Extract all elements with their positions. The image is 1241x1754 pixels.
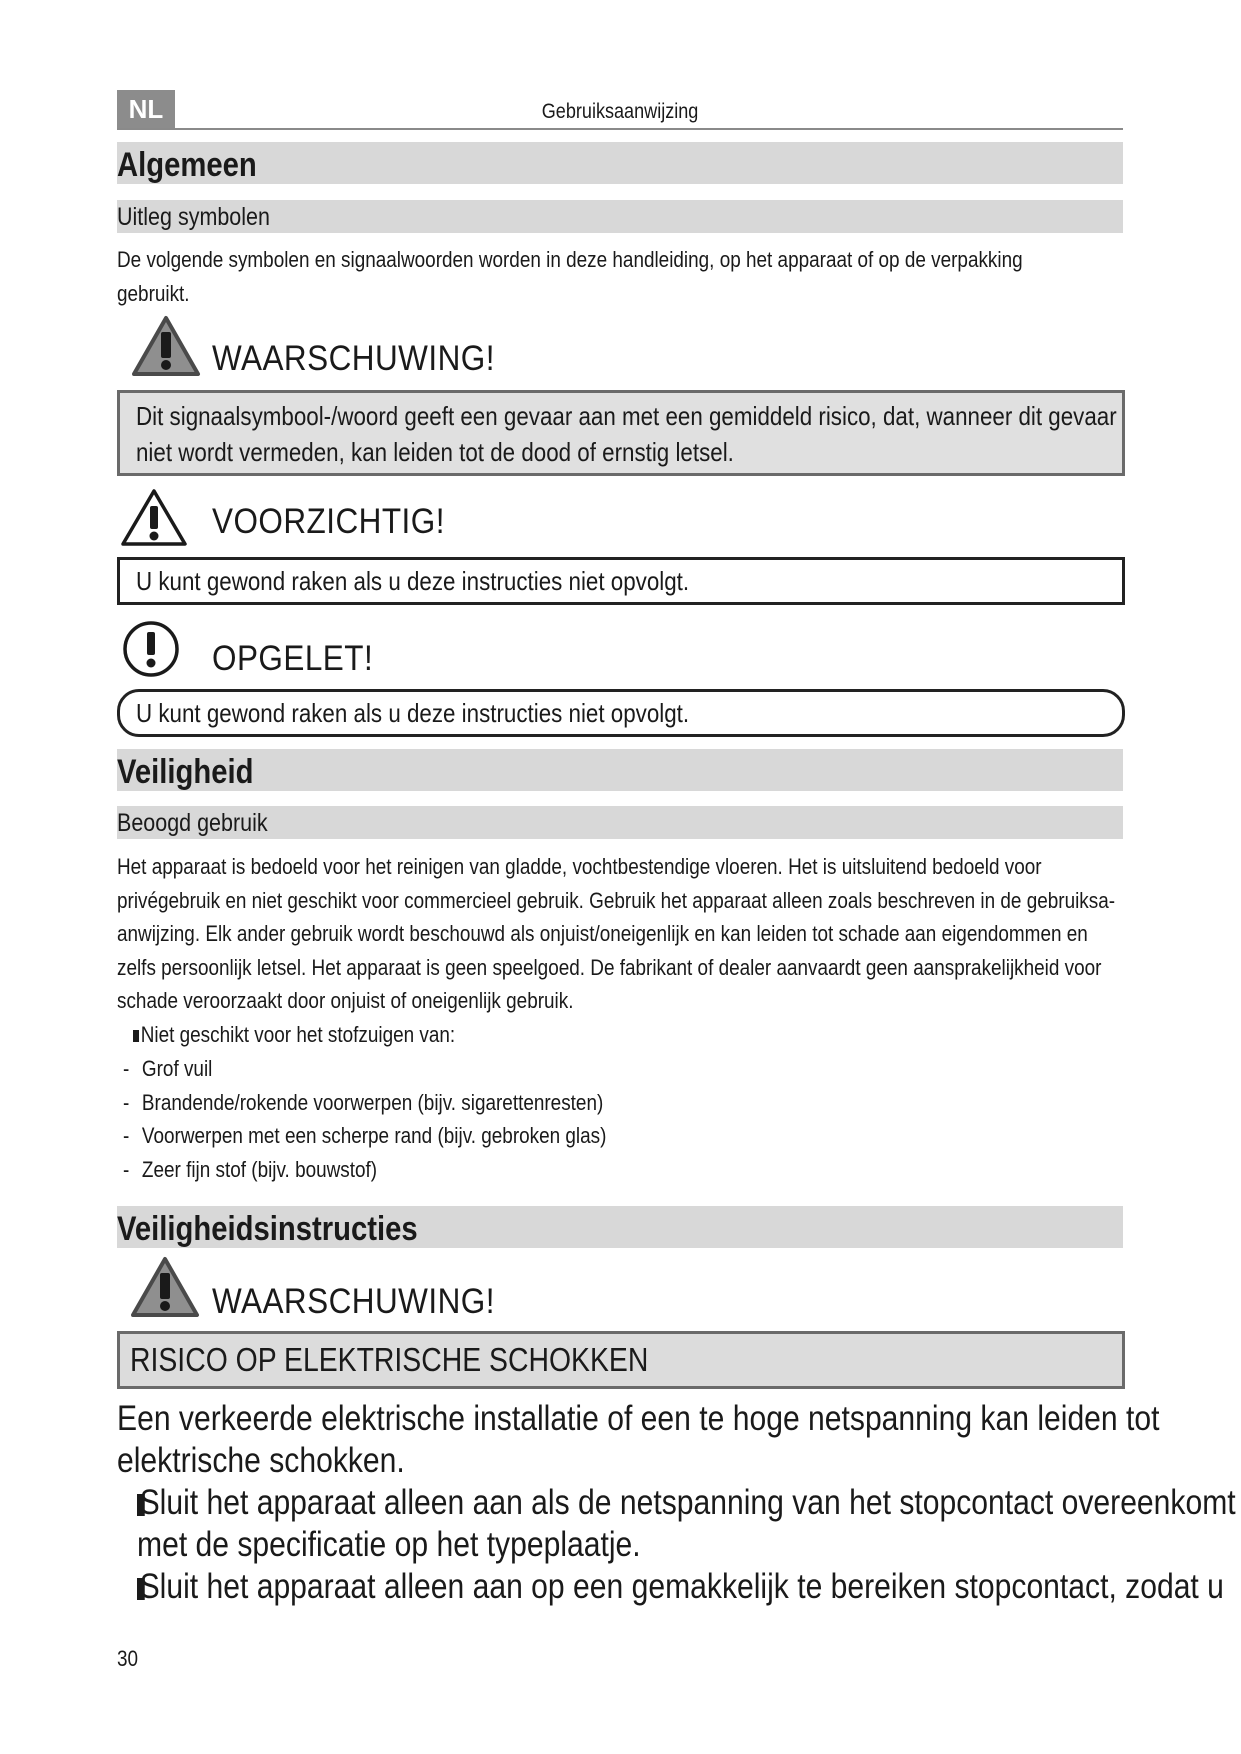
warning-text: Dit signaalsymbool-/woord geeft een gevaar aan met een gemiddeld risico, dat, wanneer dit gevaar niet wordt vermeden, kan leiden tot de dood of ernstig letsel. — [136, 401, 1117, 467]
header-title: Gebruiksaanwijzing — [542, 100, 699, 123]
header-rule — [117, 128, 1123, 130]
electric-shock-title: RISICO OP ELEKTRISCHE SCHOKKEN — [130, 1341, 649, 1378]
warning-box — [117, 390, 1125, 476]
warning-title-2: WAARSCHUWING! — [212, 1282, 495, 1321]
list-item: - Zeer fijn stof (bijv. bouwstof) — [123, 1156, 378, 1182]
caution-title: VOORZICHTIG! — [212, 502, 445, 541]
warning-triangle-icon — [131, 315, 201, 377]
notice-text: U kunt gewond raken als u deze instructies niet opvolgt. — [136, 698, 690, 728]
intro-paragraph: De volgende symbolen en signaalwoorden worden in deze handleiding, op het apparaat of op de verpakking gebruikt. — [117, 247, 1023, 306]
heading-veiligheidsinstructies: Veiligheidsinstructies — [117, 1206, 1123, 1248]
instruction-bullet-1: Sluit het apparaat alleen aan als de netspanning van het stopcontact overeenkomt met de specificatie op het typeplaatje. — [137, 1483, 1236, 1564]
heading-veiligheid: Veiligheid — [117, 749, 1123, 791]
intended-use-paragraph: Het apparaat is bedoeld voor het reinigen van gladde, vochtbestendige vloeren. Het is uitsluitend bedoeld voor privégebruik en niet geschikt voor commercieel gebruik. Gebruik het apparaat alleen zoals beschreven in de gebruiksa- anwijzing. Elk ander gebruik wordt beschouwd als onjuist/oneigenlijk en kan leiden tot schade aan eigendommen en zelfs persoonlijk letsel. Het apparaat is geen speelgoed. De fabrikant of dealer aanvaardt geen aansprakelijkheid voor schade veroorzaakt door onjuist of oneigenlijk gebruik. — [117, 854, 1116, 1013]
notice-circle-icon — [122, 620, 180, 678]
list-item: - Voorwerpen met een scherpe rand (bijv. gebroken glas) — [123, 1123, 607, 1148]
electric-shock-box — [117, 1331, 1125, 1389]
page-number: 30 — [117, 1646, 139, 1671]
caution-box — [117, 557, 1125, 605]
heading-algemeen: Algemeen — [117, 142, 1123, 184]
notice-box — [117, 689, 1125, 737]
warning-title: WAARSCHUWING! — [212, 339, 495, 378]
caution-text: U kunt gewond raken als u deze instructies niet opvolgt. — [136, 566, 690, 596]
not-suitable-bullet: Niet geschikt voor het stofzuigen van: — [133, 1018, 508, 1052]
subheading-beoogd-gebruik: Beoogd gebruik — [117, 806, 1123, 839]
language-badge-label: NL — [128, 94, 164, 124]
subheading-uitleg-symbolen: Uitleg symbolen — [117, 200, 1123, 233]
electric-intro-paragraph: Een verkeerde elektrische installatie of een te hoge netspanning kan leiden tot elektrische schokken. — [117, 1399, 1160, 1480]
dash-list — [123, 1052, 685, 1186]
caution-triangle-icon — [119, 487, 189, 547]
list-item: - Grof vuil — [123, 1056, 213, 1081]
warning-triangle-icon-2 — [130, 1256, 200, 1318]
instruction-bullet-2: Sluit het apparaat alleen aan op een gemakkelijk te bereiken stopcontact, zodat u — [137, 1566, 1127, 1608]
bullet-square-icon — [133, 1030, 139, 1042]
list-item: - Brandende/rokende voorwerpen (bijv. sigarettenresten) — [123, 1089, 604, 1115]
notice-title: OPGELET! — [212, 639, 374, 678]
